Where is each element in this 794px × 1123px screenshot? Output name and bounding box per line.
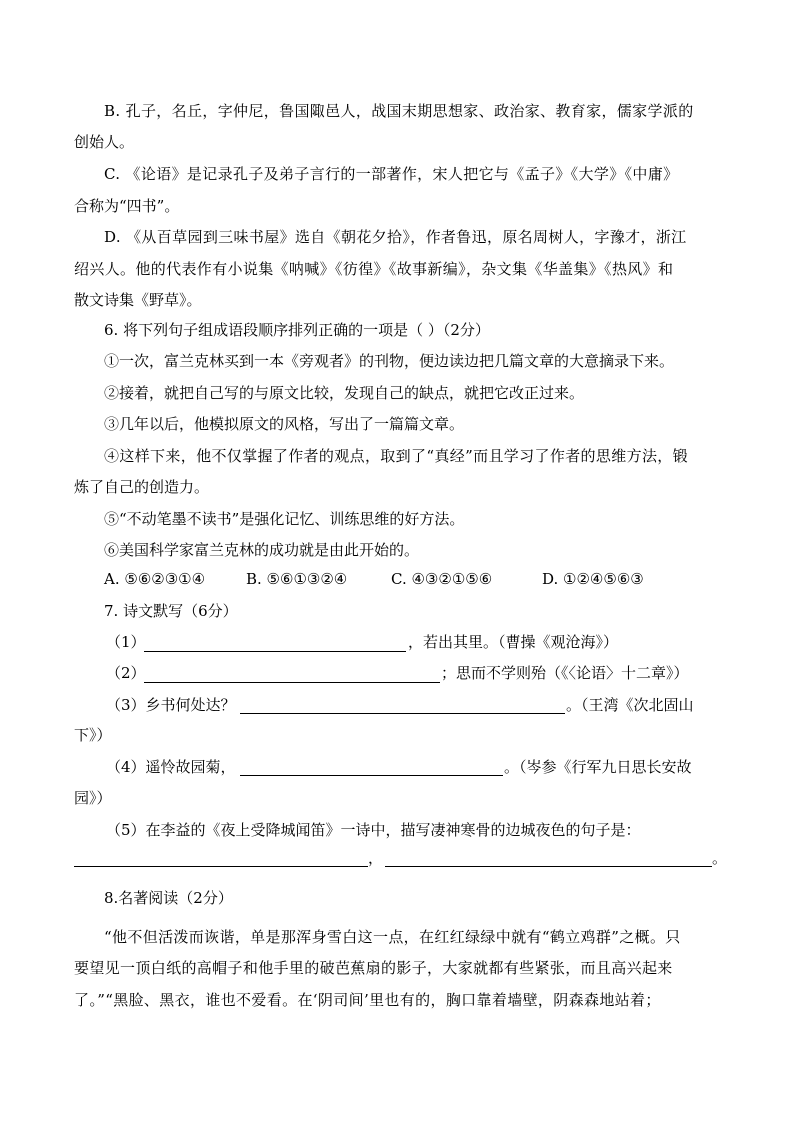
question-8-passage-line-1: “他不但活泼而诙谐，单是那浑身雪白这一点，在红红绿绿中就有“鹤立鸡群”之概。只 [104,928,681,946]
question-7-part-1-number: （1） [106,633,146,651]
option-d-line-1: D. 《从百草园到三味书屋》选自《朝花夕拾》，作者鲁迅，原名周树人，字豫才，浙江 [104,228,687,246]
question-7-part-2-tail: ；思而不学则殆（《〈论语〉十二章》） [441,664,689,682]
question-7-part-1-blank[interactable] [144,651,406,652]
question-6-choice-a: A. ⑤⑥②③①④ [104,570,206,588]
question-6-choice-b: B. ⑤⑥①③②④ [246,570,348,588]
question-6-sentence-2: ②接着，就把自己写的与原文比较，发现自己的缺点，就把它改正过来。 [104,384,585,402]
question-7-part-5-blank-1[interactable] [74,866,368,867]
question-6-sentence-4-line-2: 炼了自己的创造力。 [74,478,210,496]
option-d-line-3: 散文诗集《野草》。 [74,291,202,309]
question-6-choice-d: D. ①②④⑤⑥③ [542,570,644,588]
question-7-part-3-tail: 。（王湾《次北固山 [566,696,694,714]
question-8-passage-line-2: 要望见一顶白纸的高帽子和他手里的破芭蕉扇的影子，大家就都有些紧张，而且高兴起来 [74,959,673,977]
question-7-part-5-comma: ， [368,849,384,867]
option-b-line-2: 创始人。 [74,133,135,151]
question-6-stem: 6. 将下列句子组成语段顺序排列正确的一项是（ ）（2分） [104,321,490,339]
question-7-part-4-tail: 。（岑参《行军九日思长安故 [504,758,692,776]
question-7-stem: 7. 诗文默写（6分） [104,602,238,620]
question-7-part-2-number: （2） [106,664,146,682]
option-c-line-1: C. 《论语》是记录孔子及弟子言行的一部著作，宋人把它与《孟子》《大学》《中庸》 [104,165,679,183]
question-7-part-3-head: （3）乡书何处达？ [106,696,236,714]
question-8-passage-line-3: 了。”“黑脸、黑衣，谁也不爱看。在‘阴司间’里也有的，胸口靠着墙壁，阴森森地站着； [74,991,661,1009]
question-6-sentence-1: ①一次，富兰克林买到一本《旁观者》的刊物，便边读边把几篇文章的大意摘录下来。 [104,352,675,370]
question-7-part-4-head: （4）遥怜故园菊， [106,758,236,776]
question-8-stem: 8.名著阅读（2分） [104,889,233,907]
question-6-sentence-5: ⑤“不动笔墨不读书”是强化记忆、训练思维的好方法。 [104,510,465,528]
option-b-line-1: B. 孔子，名丘，字仲尼，鲁国陬邑人，战国末期思想家、政治家、教育家，儒家学派的 [104,102,694,120]
question-7-part-5-period: 。 [712,849,728,867]
question-7-part-3-line-2: 下》） [74,726,112,744]
option-c-line-2: 合称为“四书”。 [74,197,180,215]
question-7-part-5-blank-2[interactable] [385,866,712,867]
question-6-choice-c: C. ④③②①⑤⑥ [391,570,493,588]
question-6-sentence-4-line-1: ④这样下来，他不仅掌握了作者的观点，取到了“真经”而且学习了作者的思维方法，锻 [104,447,688,465]
question-6-sentence-6: ⑥美国科学家富兰克林的成功就是由此开始的。 [104,541,420,559]
question-7-part-1-tail: ，若出其里。（曹操《观沧海》） [408,633,619,651]
question-7-part-3-blank[interactable] [240,713,565,714]
question-7-part-5-line-1: （5）在李益的《夜上受降城闻笛》一诗中，描写凄神寒骨的边城夜色的句子是： [106,821,641,839]
question-7-part-4-blank[interactable] [240,775,503,776]
option-d-line-2: 绍兴人。他的代表作有小说集《呐喊》《彷徨》《故事新编》，杂文集《华盖集》《热风》和 [74,260,674,278]
question-6-sentence-3: ③几年以后，他模拟原文的风格，写出了一篇篇文章。 [104,415,465,433]
question-7-part-2-blank[interactable] [144,682,440,683]
question-7-part-4-line-2: 园》） [74,789,112,807]
